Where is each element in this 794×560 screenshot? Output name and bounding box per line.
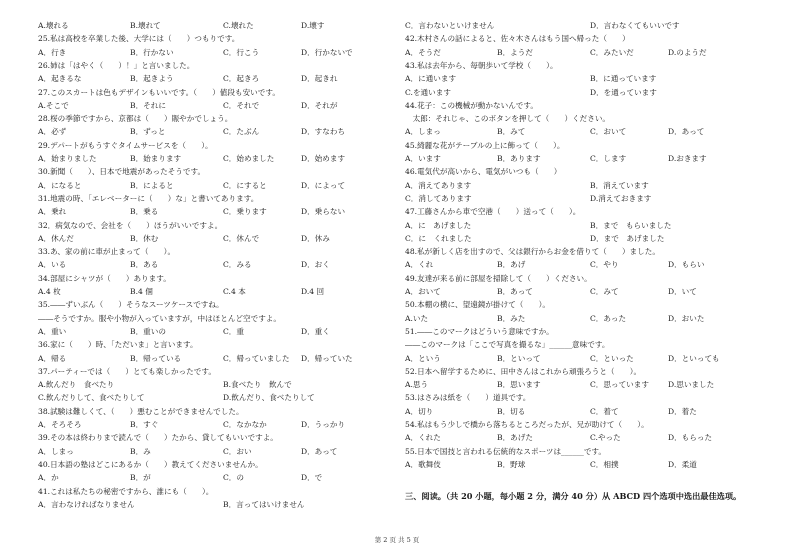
question-text: 49.友達が来る前に部屋を掃除して（ ）ください。 [405, 273, 592, 283]
answer-option: B．すぐ [130, 420, 159, 429]
answer-option: D.4 回 [301, 287, 325, 296]
answer-option: B．みた [497, 313, 526, 323]
answer-option: D．言わなくてもいいです [590, 21, 680, 30]
section-heading-reading: 三、阅读。（共 20 小题，每小题 2 分，满分 40 分）从 ABCD 四个选项中选出最佳选项。 [405, 491, 742, 501]
question-text: 36.家に（ ）時、「ただいま」と言います。 [38, 340, 198, 350]
answer-option: B．言ってはいけません [223, 499, 305, 509]
answer-option: C.を通います [405, 87, 451, 97]
answer-option: B．ある [130, 260, 159, 270]
answer-option: B．みて [497, 127, 526, 137]
question-text: 35.――ずいぶん（ ）そうなスーツケースですね。 [38, 300, 224, 310]
answer-option: A．乗れ [38, 207, 67, 217]
answer-option: B．切る [497, 406, 526, 416]
answer-option: D．乗らない [301, 207, 346, 217]
answer-option: C．相撲 [590, 459, 619, 469]
answer-option: C．にすると [223, 180, 267, 190]
answer-option: D．起きれ [301, 74, 338, 84]
answer-option: C．重 [223, 326, 244, 336]
answer-option: B．が [130, 473, 151, 483]
answer-option: B．あげた [497, 433, 533, 443]
answer-option: B．起きよう [130, 74, 174, 84]
answer-option: A.4 枚 [38, 287, 61, 296]
answer-option: B．乗る [130, 207, 159, 217]
answer-option: C．たぶん [223, 127, 260, 137]
answer-option: A.そこで [38, 100, 69, 110]
answer-option: D．始めます [301, 154, 346, 163]
question-text: 太郎：それじゃ、このボタンを押して（ ）ください。 [405, 114, 611, 124]
answer-option: D．まで あげました [590, 233, 665, 243]
answer-option: C．思っています [590, 380, 649, 390]
answer-option: C．帰っていました [223, 353, 290, 363]
answer-option: D．うっかり [301, 420, 346, 429]
question-text: 40.日本語の塾はどこにあるか（ ）教えてくださいませんか。 [38, 459, 263, 469]
question-text: 52.日本へ留学するために、田中さんはこれから頑張ろうと（ ）。 [405, 366, 642, 376]
answer-option: D．着た [668, 406, 697, 416]
answer-option: D．いて [668, 287, 697, 296]
answer-option: A．必ず [38, 127, 67, 137]
answer-option: C．おい [223, 446, 252, 456]
answer-option: D．それが [301, 100, 338, 110]
answer-option: B．ずっと [130, 127, 166, 137]
answer-option: A．帰る [38, 353, 67, 363]
question-text: 50.本棚の横に、望遠鏡が掛けて（ ）。 [405, 300, 550, 310]
answer-option: D．おく [301, 260, 330, 270]
question-text: 34.部屋にシャツが（ ）あります。 [38, 273, 171, 283]
answer-option: A．消えてあります [405, 180, 472, 190]
answer-option: C.飲んだりして、食べたりして [38, 393, 145, 403]
answer-option: A．くれ [405, 260, 434, 270]
answer-option: B．消えています [590, 180, 649, 190]
answer-option: D.壊す [301, 21, 325, 30]
answer-option: A．しまっ [405, 127, 441, 137]
question-text: 48.私が新しく店を出すので、父は銀行からお金を借りて（ ）ました。 [405, 247, 660, 257]
answer-option: D.おきます [668, 154, 707, 163]
answer-option: B．帰っている [130, 353, 182, 363]
answer-option: D．柔道 [668, 459, 697, 469]
answer-option: A．に通います [405, 74, 457, 84]
answer-option: C．それで [223, 100, 260, 110]
answer-option: B．行かない [130, 47, 174, 57]
answer-option: B．に通っています [590, 74, 657, 84]
answer-option: D．おいた [668, 313, 705, 323]
answer-option: B．思います [497, 380, 541, 390]
question-text: 55.日本で国技と言われる伝統的なスポーツは______です。 [405, 446, 607, 456]
answer-option: B.食べたり 飲んで [223, 380, 292, 390]
page-footer: 第 2 页 共 5 页 [374, 536, 420, 544]
answer-option: A．いる [38, 260, 67, 270]
question-text: 38.試験は難しくて、（ ）悪むことができませんでした。 [38, 406, 244, 416]
question-text: 45.綺麗な花がテーブルの上に飾って（ ）。 [405, 140, 565, 150]
answer-option: D．行かないで [301, 47, 353, 57]
answer-option: C．みて [590, 287, 619, 296]
answer-option: D.消えておきます [590, 193, 652, 203]
answer-option: A．そうだ [405, 47, 441, 57]
answer-option: C．みる [223, 260, 252, 270]
question-text: 47.工藤さんから車で空港（ ）送って（ ）。 [405, 207, 581, 217]
answer-option: C．着て [590, 406, 619, 416]
answer-option: A．そろそろ [38, 420, 82, 429]
answer-option: C．やり [590, 260, 619, 270]
question-text: 28.桜の季節ですから、京都は（ ）賑やかでしょう。 [38, 114, 233, 124]
answer-option: C.やった [590, 433, 621, 443]
answer-option: C．起きろ [223, 74, 260, 84]
answer-option: A．起きるな [38, 74, 82, 84]
answer-option: D．もらった [668, 433, 713, 443]
answer-option: D．帰っていた [301, 353, 353, 363]
question-text: 30.新聞（ ）、日本で地震があったそうです。 [38, 167, 206, 177]
answer-option: C．乗ります [223, 207, 267, 217]
answer-option: A．という [405, 353, 441, 363]
answer-option: B．あって [497, 287, 533, 296]
answer-option: B．休む [130, 233, 159, 243]
answer-option: A．おいて [405, 287, 441, 296]
answer-option: B．あります [497, 154, 541, 163]
question-text: 51.――このマークはどういう意味ですか。 [405, 326, 554, 336]
answer-option: B.4 個 [130, 287, 153, 296]
answer-option: D．で [301, 473, 323, 483]
answer-option: B．それに [130, 100, 166, 110]
question-text: ――そうですか。服や小物が入っていますが，中はほとんど空ですよ。 [38, 313, 281, 323]
answer-option: A．始まりました [38, 154, 97, 163]
answer-option: D．あって [668, 127, 705, 137]
answer-option: A．に あげました [405, 220, 472, 230]
answer-option: B．あげ [497, 260, 526, 270]
answer-option: D．といっても [668, 353, 720, 363]
answer-option: D.思いました [668, 380, 715, 390]
answer-option: C．の [223, 473, 244, 483]
answer-option: B．野球 [497, 459, 526, 469]
question-text: 53.はさみは紙を（ ）道具です。 [405, 393, 531, 403]
answer-option: A.飲んだり 食べたり [38, 380, 115, 390]
answer-option: D．もらい [668, 260, 705, 270]
answer-option: A．になると [38, 180, 82, 190]
answer-option: C．言わないといけません [405, 21, 495, 30]
question-text: 31.地震の時、「エレベーターに（ ）な」と書いてあります。 [38, 193, 259, 203]
answer-option: D．休み [301, 233, 330, 243]
answer-option: C．します [590, 154, 627, 163]
answer-option: D．重く [301, 326, 330, 336]
question-text: 32．病気なので、会社を（ ）ほうがいいですよ。 [38, 220, 223, 230]
answer-option: D．によって [301, 180, 346, 190]
answer-option: A.いた [405, 313, 429, 323]
question-text: 26.姉は「はやく（ ）！」と言いました。 [38, 60, 195, 70]
answer-option: A.壊れる [38, 21, 69, 30]
question-text: 41.これは私たちの秘密ですから、誰にも（ ）。 [38, 486, 214, 496]
answer-option: A．歌舞伎 [405, 459, 441, 469]
answer-option: C．始めました [223, 154, 275, 163]
question-text: 39.その本は終わりまで読んで（ ）たから、貸してもいいですよ。 [38, 433, 278, 443]
answer-option: C．みたいだ [590, 47, 634, 57]
question-text: ――このマークは「ここで写真を撮るな」______意味です。 [405, 340, 610, 350]
question-text: 46.電気代が高いから、電気がいつも（ ） [405, 167, 562, 177]
answer-option: C.壊れた [223, 21, 254, 30]
answer-option: C．あった [590, 313, 627, 323]
answer-option: B．始まります [130, 154, 182, 163]
question-text: 27.このスカートは色もデザインもいいです。（ ）値段も安いです。 [38, 87, 280, 97]
answer-option: A．切り [405, 406, 434, 416]
question-text: 42.木村さんの話によると、佐々木さんはもう国へ帰った（ ） [405, 34, 630, 44]
answer-option: D．を通っています [590, 87, 657, 97]
answer-option: D.のようだ [668, 47, 707, 57]
answer-option: C．といった [590, 353, 634, 363]
answer-option: A．くれた [405, 433, 441, 443]
answer-option: A．休んだ [38, 233, 74, 243]
answer-option: B．といって [497, 353, 541, 363]
answer-option: C．おいて [590, 127, 627, 137]
question-text: 37.パーティーでは（ ）とても楽しかったです。 [38, 366, 216, 376]
answer-option: C．休んで [223, 233, 260, 243]
answer-option: A．行き [38, 47, 67, 57]
answer-option: A．しまっ [38, 446, 74, 456]
answer-option: A.思う [405, 380, 429, 390]
answer-option: C．に くれました [405, 233, 472, 243]
answer-option: C．消してあります [405, 193, 472, 203]
answer-option: B．み [130, 446, 151, 456]
answer-option: C．行こう [223, 47, 260, 57]
question-text: 43.私は去年から、毎朝歩いて学校（ ）。 [405, 60, 558, 70]
question-text: 33.あ、家の前に車が止まって（ ）。 [38, 247, 176, 257]
question-text: 44.花子：この機械が動かないんです。 [405, 100, 538, 110]
answer-option: B.壊れて [130, 21, 161, 30]
answer-option: D.飲んだり、食べたりして [223, 393, 315, 403]
answer-option: A．言わなければなりません [38, 499, 135, 509]
answer-option: B．によると [130, 180, 174, 190]
answer-option: D．あって [301, 446, 338, 456]
answer-option: C.4 本 [223, 287, 246, 296]
answer-option: D．すなわち [301, 127, 346, 137]
answer-option: A．います [405, 154, 441, 163]
answer-option: A．か [38, 473, 59, 483]
answer-option: C．なかなか [223, 420, 267, 429]
question-text: 25.私は高校を卒業した後、大学には（ ）つもりです。 [38, 34, 240, 44]
answer-option: A．重い [38, 326, 67, 336]
answer-option: B．重いの [130, 326, 166, 336]
answer-option: B．まで もらいました [590, 220, 672, 230]
question-text: 29.デパートがもうすぐタイムサービスを（ ）。 [38, 140, 213, 150]
answer-option: B．ようだ [497, 47, 533, 57]
question-text: 54.私はもう少しで橋から落ちるところだったが、兄が助けて（ ）。 [405, 420, 649, 429]
